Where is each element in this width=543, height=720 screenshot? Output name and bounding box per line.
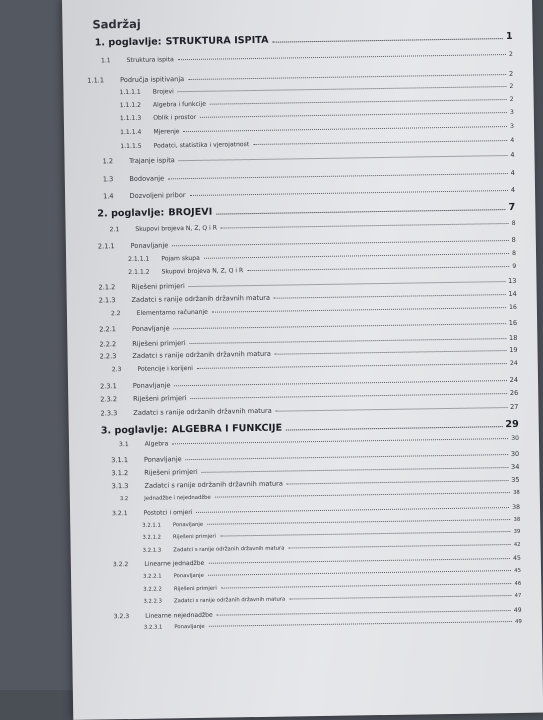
toc-entry-title: Brojevi — [152, 88, 174, 96]
dot-leader — [189, 281, 505, 287]
dot-leader — [221, 223, 509, 229]
dot-leader — [220, 531, 511, 537]
toc-page-number: 26 — [509, 388, 519, 398]
toc-entry-number: 1.1.1.1 — [119, 88, 141, 97]
toc-entry — [111, 450, 519, 464]
toc-entry — [143, 581, 521, 593]
toc-entry-title: Riješeni primjeri — [173, 585, 217, 593]
toc-page-number: 38 — [513, 489, 520, 496]
toc-entry-title: Pojam skupa — [161, 254, 200, 263]
toc-entry-title: Postotci i omjeri — [143, 509, 193, 517]
toc-entry-number: 3.2.2.1 — [143, 573, 162, 580]
toc-entry-title: Linearne nejednadžbe — [145, 611, 213, 620]
toc-page-number: 49 — [513, 606, 522, 614]
toc-entry-number: 2.2.3 — [99, 352, 117, 361]
toc-entry-number: 1.3 — [102, 175, 114, 184]
toc-entry-number: 2. poglavlje: — [97, 207, 165, 220]
toc-entry-title: Zadatci s ranije održanih državnih matura — [133, 406, 272, 417]
dot-leader — [209, 621, 512, 627]
dot-leader — [288, 544, 510, 548]
toc-entry — [119, 435, 519, 448]
dot-leader — [190, 338, 506, 344]
toc-entry-title: Zadatci s ranije održanih državnih matura — [131, 293, 271, 304]
toc-entry-title: Mjerenje — [153, 128, 180, 136]
toc-entry-number: 1.1.1.3 — [119, 114, 142, 123]
dot-leader — [172, 438, 508, 444]
toc-page-number: 8 — [512, 249, 517, 257]
dot-leader — [212, 307, 506, 313]
dot-leader — [175, 380, 507, 386]
toc-entry-title: Riješeni primjeri — [132, 394, 187, 403]
toc-entry-title: Ponavljanje — [130, 241, 169, 250]
dot-leader — [247, 266, 509, 271]
dot-leader — [172, 240, 508, 246]
toc-page-number: 9 — [512, 262, 517, 270]
toc-entry-number: 1.1.1.4 — [120, 128, 142, 137]
toc-entry — [111, 304, 517, 317]
toc-entry — [101, 51, 513, 64]
toc-page-number: 35 — [511, 475, 520, 485]
dot-leader — [217, 610, 511, 616]
toc-entry — [143, 542, 521, 554]
dot-leader — [289, 595, 511, 599]
toc-entry-title: STRUKTURA ISPITA — [165, 34, 269, 48]
toc-entry-number: 1. poglavlje: — [94, 36, 162, 49]
toc-entry-number: 3.2 — [119, 496, 129, 503]
toc-entry — [98, 277, 516, 292]
toc-page-number: 7 — [508, 201, 516, 214]
toc-entry — [114, 607, 522, 620]
toc-page-number: 16 — [509, 303, 517, 312]
toc-entry — [110, 220, 516, 233]
dot-leader — [196, 507, 509, 513]
toc-entry — [120, 109, 514, 122]
toc-entry-title: Riješeni primjeri — [144, 467, 198, 477]
toc-entry — [120, 490, 520, 502]
toc-entry — [144, 619, 522, 631]
dot-leader — [190, 190, 508, 196]
toc-entry — [87, 70, 513, 85]
toc-entry-title: BROJEVI — [168, 206, 213, 219]
dot-leader — [253, 140, 507, 145]
toc-entry-title: Riješeni primjeri — [131, 282, 185, 291]
toc-entry — [119, 83, 513, 96]
toc-page-number: 24 — [509, 359, 518, 368]
toc-entry-title: Ponavljanje — [132, 381, 171, 390]
toc-entry-number: 2.2.2 — [99, 340, 117, 349]
toc-entry-number: 1.1.1.2 — [119, 101, 142, 110]
toc-entry — [112, 504, 520, 517]
toc-entry-number: 3.2.1.2 — [142, 534, 162, 541]
toc-entry-title: Algebra i funkcije — [152, 100, 207, 109]
toc-entry-number: 2.2.1 — [99, 325, 117, 334]
toc-page-number: 45 — [514, 567, 522, 574]
toc-entry-title: Struktura ispita — [126, 56, 174, 64]
toc-entry-number: 3. poglavlje: — [100, 424, 168, 437]
toc-entry — [142, 517, 520, 529]
dot-leader — [200, 112, 507, 118]
toc-page-number: 29 — [505, 418, 519, 431]
dot-leader — [276, 407, 507, 412]
toc-entry-number: 1.2 — [102, 157, 114, 166]
dot-leader — [286, 426, 502, 430]
toc-entry — [99, 319, 517, 334]
toc-page-number: 3 — [510, 122, 515, 130]
toc-entry-number: 2.1.1.1 — [128, 255, 150, 263]
toc-page-number: 34 — [510, 462, 520, 472]
toc-page-number: 45 — [513, 554, 521, 562]
toc-entry-number: 3.2.1.1 — [142, 522, 161, 529]
toc-entry — [100, 346, 518, 361]
toc-entry-title: ALGEBRA I FUNKCIJE — [171, 422, 283, 436]
dot-leader — [207, 519, 510, 525]
dot-leader — [188, 74, 506, 80]
toc-entry-title: Elementarno računanje — [136, 308, 208, 317]
toc-entry — [143, 568, 521, 580]
toc-entry-title: Zadatci s ranije održanih državnih matura — [173, 596, 286, 605]
toc-entry — [112, 360, 518, 373]
toc-entry — [103, 169, 515, 183]
toc-entry — [98, 236, 516, 251]
dot-leader — [204, 253, 509, 259]
toc-page-number: 4 — [510, 185, 516, 194]
dot-leader — [287, 480, 508, 484]
toc-entry — [100, 389, 518, 404]
toc-entry-title: Zadatci s ranije održanih državnih matura — [173, 545, 285, 554]
toc-entry-title: Algebra — [144, 440, 169, 448]
toc-page-number: 47 — [514, 592, 522, 599]
toc-entry-title: Zadatci s ranije održanih državnih matura — [144, 479, 283, 490]
toc-entry-number: 1.1 — [100, 57, 111, 65]
toc-entry-title: Ponavljanje — [172, 521, 204, 529]
toc-page-number: 2 — [509, 82, 514, 90]
toc-entry — [143, 593, 521, 605]
toc-entry — [142, 529, 520, 541]
toc-page-number: 38 — [513, 516, 521, 523]
toc-page-number: 19 — [509, 345, 518, 355]
toc-page-number: 4 — [510, 150, 515, 159]
toc-entry — [120, 123, 514, 136]
toc-entry — [111, 463, 519, 477]
dot-leader — [179, 155, 508, 161]
toc-entry-title: Jednadžbe i nejednadžbe — [144, 494, 211, 502]
toc-entry-number: 3.2.3 — [113, 613, 130, 621]
toc-entry-number: 3.1.2 — [111, 469, 129, 478]
toc-entry — [128, 250, 516, 263]
toc-entry-number: 2.2 — [110, 310, 121, 318]
toc-entry-title: Skupovi brojeva N, Z, Q i R — [161, 267, 244, 276]
toc-page-number: 46 — [514, 580, 522, 587]
dot-leader — [174, 323, 506, 329]
toc-page-number: 2 — [508, 69, 514, 78]
toc-page-number: 2 — [508, 50, 513, 58]
toc-entry-title: Riješeni primjeri — [172, 533, 217, 541]
toc-page-number: 8 — [511, 219, 516, 227]
toc-entry-number: 2.3 — [111, 366, 122, 374]
toc-page-number: 16 — [508, 318, 518, 328]
dot-leader — [208, 558, 510, 564]
dot-leader — [178, 86, 507, 92]
toc-entry-number: 3.2.1 — [112, 510, 128, 518]
toc-page-number: 13 — [508, 276, 517, 286]
toc-chapter — [97, 202, 515, 220]
toc-entry-number: 1.4 — [103, 192, 114, 201]
toc-entry-title: Ponavljanje — [173, 572, 204, 580]
dot-leader — [210, 99, 507, 105]
dot-leader — [274, 294, 505, 299]
toc-entry-title: Skupovi brojeva N, Z, Q i R — [135, 224, 218, 233]
toc-entry-title: Područja ispitivanja — [119, 75, 185, 85]
toc-entry-number: 3.2.3.1 — [143, 624, 163, 631]
toc-entry-number: 2.3.3 — [100, 409, 118, 418]
toc-page-number: 8 — [511, 235, 516, 244]
toc-page-number: 14 — [508, 289, 517, 299]
toc-entry — [120, 96, 514, 109]
toc-entry-title: Ponavljanje — [174, 623, 205, 631]
toc-entry-number: 3.2.2.2 — [143, 586, 162, 593]
dot-leader — [178, 54, 506, 60]
toc-page-number: 42 — [513, 541, 521, 548]
dot-leader — [191, 393, 507, 399]
toc-page-number: 27 — [509, 402, 519, 412]
toc-entry-number: 3.1.1 — [111, 456, 129, 465]
toc-entry-number: 2.1.2 — [98, 283, 116, 292]
toc-page-number: 2 — [509, 95, 514, 103]
toc-entry-number: 2.3.2 — [100, 395, 118, 404]
dot-leader — [168, 173, 507, 179]
toc-page-number: 1 — [505, 30, 513, 43]
toc-entry — [103, 186, 515, 200]
toc-page-number: 4 — [510, 136, 515, 144]
toc-title: Sadržaj — [92, 16, 141, 32]
toc-entry — [128, 263, 516, 276]
toc-chapter — [95, 31, 513, 49]
toc-page-number: 24 — [509, 375, 519, 385]
toc-page-number: 38 — [512, 503, 521, 511]
dot-leader — [208, 570, 511, 576]
toc-entry-number: 2.1.1.2 — [128, 268, 150, 276]
toc-entry-title: Podatci, statistika i vjerojatnost — [153, 141, 250, 150]
dot-leader — [202, 467, 508, 473]
toc-entry — [113, 555, 521, 568]
document-page — [62, 0, 543, 720]
toc-page-number: 4 — [510, 168, 515, 177]
toc-entry-number: 3.2.2.3 — [143, 598, 163, 605]
dot-leader — [186, 454, 508, 460]
toc-entry — [112, 476, 520, 490]
toc-entry-title: Ponavljanje — [131, 324, 170, 333]
toc-entry-number: 2.1 — [109, 226, 120, 234]
toc-page-number: 39 — [513, 528, 521, 535]
toc-entry-number: 3.1.3 — [111, 482, 129, 491]
toc-entry-title: Potencije i korijeni — [137, 364, 194, 373]
toc-entry-title: Ponavljanje — [143, 455, 182, 464]
dot-leader — [215, 492, 510, 498]
toc-page-number: 49 — [515, 618, 522, 625]
toc-entry-title: Trajanje ispita — [128, 156, 175, 165]
toc-entry-title: Linearne jednadžbe — [144, 559, 205, 568]
toc-entry-number: 3.2.1.3 — [142, 547, 162, 554]
toc-page-number: 18 — [508, 333, 518, 343]
toc-entry-title: Zadatci s ranije održanih državnih matura — [132, 349, 271, 360]
toc-entry-number: 2.1.3 — [98, 296, 116, 305]
dot-leader — [184, 126, 508, 132]
toc-page-number: 30 — [511, 434, 519, 442]
toc-entry-title: Riješeni primjeri — [132, 339, 186, 348]
toc-entry — [120, 137, 514, 150]
toc-entry-number: 3.2.2 — [112, 561, 129, 569]
toc-entry — [102, 151, 514, 165]
toc-chapter — [101, 419, 519, 437]
toc-page-number: 30 — [510, 449, 520, 459]
dot-leader — [221, 583, 512, 589]
toc-entry — [100, 403, 518, 418]
toc-entry-title: Dozvoljeni pribor — [129, 191, 186, 200]
toc-page-number: 3 — [509, 108, 514, 116]
toc-entry-number: 3.1 — [118, 441, 129, 449]
toc-entry-number: 2.3.1 — [100, 382, 117, 391]
toc-entry-number: 2.1.1 — [97, 242, 115, 251]
toc-entry — [99, 290, 517, 305]
dot-leader — [272, 38, 503, 43]
dot-leader — [216, 209, 505, 215]
toc-entry-title: Oblik i prostor — [153, 113, 197, 122]
toc-entry — [100, 376, 518, 391]
toc-entry-number: 1.1.1 — [87, 76, 105, 85]
dot-leader — [197, 363, 507, 369]
toc-entry-number: 1.1.1.5 — [120, 142, 142, 151]
dot-leader — [275, 350, 506, 355]
toc-entry-title: Bodovanje — [129, 174, 165, 183]
